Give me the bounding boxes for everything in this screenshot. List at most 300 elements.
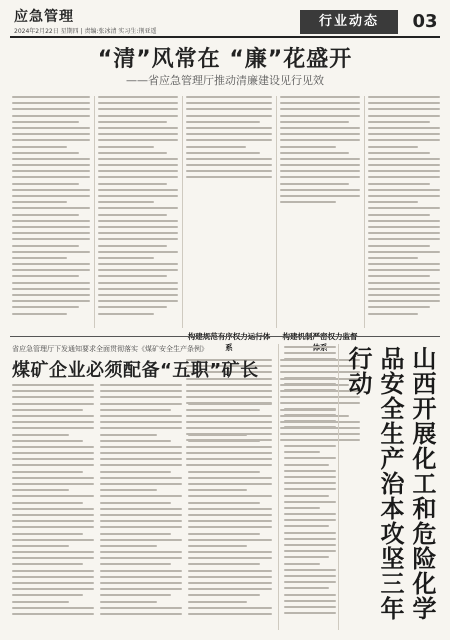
text-line [98,195,178,197]
text-line [284,352,336,354]
text-line [188,607,272,609]
text-line [12,384,94,386]
text-line [368,183,430,185]
text-line [100,533,171,535]
text-line [98,232,178,234]
text-line [284,482,336,484]
text-line [98,121,167,123]
text-line [100,613,182,615]
text-line [98,294,178,296]
masthead-name: 应急管理 [14,9,74,25]
text-line [12,471,83,473]
text-line [12,263,90,265]
text-line [368,226,440,228]
text-line [98,269,178,271]
lower-column-2 [100,384,182,630]
text-line [188,588,272,590]
text-line [368,275,430,277]
text-line [280,164,360,166]
text-line [12,526,94,528]
text-line [368,96,440,98]
text-line [284,396,320,398]
text-line [188,582,272,584]
text-line [188,396,272,398]
text-line [284,365,336,367]
text-line [284,346,336,348]
lower-story-headline: 煤矿企业必须配备“五职”矿长 [12,360,259,381]
text-line [12,452,94,454]
issue-date: 2024年2月22日 星期四 [14,28,79,35]
text-line [12,495,94,497]
text-line [12,563,83,565]
text-line [368,201,418,203]
text-line [12,220,90,222]
text-line [12,421,94,423]
text-line [188,508,272,510]
text-line [12,269,90,271]
text-line [280,96,360,98]
text-line [284,426,336,428]
text-line [12,108,90,110]
text-line [188,421,272,423]
text-line [98,127,178,129]
section-badge: 行业动态 [300,10,398,34]
text-line [12,440,83,442]
text-line [188,514,272,516]
text-line [188,576,272,578]
text-line [188,613,272,615]
text-line [368,263,440,265]
text-line [368,313,418,315]
text-line [280,183,349,185]
main-column-2 [98,96,178,328]
column-divider [94,96,95,328]
text-line [368,294,440,296]
text-line [368,158,440,160]
column-divider [276,96,277,328]
text-line [98,275,167,277]
text-line [98,282,178,284]
text-line [12,409,83,411]
text-line [98,189,178,191]
text-line [284,544,336,546]
text-line [284,389,336,391]
text-line [12,282,90,284]
text-line [100,446,182,448]
column-divider [278,344,279,630]
text-line [98,207,178,209]
text-line [284,383,336,385]
text-line [186,176,272,178]
text-line [284,507,320,509]
text-line [186,127,272,129]
text-line [284,606,336,608]
editor-credits: 责编:张冰清 实习生:荆亚遥 [84,28,157,35]
text-line [12,102,90,104]
main-column-3 [186,96,272,352]
vertical-body-column [284,346,336,628]
text-line [188,526,272,528]
text-line [100,440,171,442]
text-line [188,489,247,491]
text-line [12,313,67,315]
text-line [98,238,178,240]
text-line [12,520,94,522]
text-line [98,251,178,253]
text-line [188,452,272,454]
text-line [368,152,430,154]
text-line [100,421,182,423]
text-line [98,306,167,308]
text-line [188,601,247,603]
text-line [12,294,90,296]
text-line [188,458,272,460]
text-line [368,300,440,302]
text-line [284,550,336,552]
text-line [100,594,171,596]
text-line [284,513,336,515]
text-line [100,477,182,479]
text-line [188,390,272,392]
text-line [284,563,320,565]
text-line [12,502,83,504]
text-line [280,201,336,203]
text-line [284,464,329,466]
text-line [368,257,418,259]
text-line [284,358,336,360]
text-line [12,207,90,209]
text-line [98,115,178,117]
text-line [12,434,69,436]
text-line [100,570,182,572]
text-line [100,576,182,578]
text-line [280,115,360,117]
text-line [188,533,260,535]
text-line [98,313,154,315]
main-column-1 [12,96,90,328]
text-line [188,551,272,553]
text-line [100,409,171,411]
text-line [12,245,79,247]
text-line [100,588,182,590]
text-line [100,502,171,504]
text-line [100,464,182,466]
text-line [188,594,260,596]
text-line [12,115,90,117]
text-line [100,514,182,516]
text-line [98,257,154,259]
text-line [188,403,272,405]
text-line [12,133,90,135]
text-line [186,108,272,110]
text-line [12,576,94,578]
text-line [368,121,430,123]
text-line [12,214,79,216]
text-line [284,408,336,410]
text-line [368,251,440,253]
text-line [12,545,69,547]
text-line [284,519,336,521]
main-subheadline: ——省应急管理厅推动清廉建设见行见效 [126,74,324,87]
text-line [12,96,90,98]
text-line [12,238,90,240]
text-line [98,102,178,104]
text-line [100,384,182,386]
text-line [284,476,336,478]
text-line [12,251,90,253]
text-line [100,427,182,429]
text-line [188,464,272,466]
text-line [12,446,94,448]
text-line [186,115,272,117]
text-line [186,164,272,166]
text-line [98,158,178,160]
text-line [188,483,272,485]
column-divider [364,96,365,328]
text-line [284,575,336,577]
text-line [284,488,336,490]
text-line [100,557,182,559]
text-line [280,170,360,172]
text-line [98,245,167,247]
text-line [368,139,440,141]
text-line [12,613,94,615]
text-line [100,539,182,541]
masthead-meta: 2024年2月22日 星期四 | 责编:张冰清 实习生:荆亚遥 [14,28,157,35]
text-line [12,232,90,234]
text-line [98,133,178,135]
text-line [12,127,90,129]
text-line [98,96,178,98]
text-line [100,508,182,510]
text-line [98,176,178,178]
text-line [280,127,360,129]
text-line [100,458,182,460]
text-line [98,288,178,290]
text-line [12,489,69,491]
text-line [188,427,272,429]
text-line [188,384,272,386]
text-line [186,102,272,104]
column-divider [182,96,183,328]
vertical-story-headline: 山西开展化工和危险化学品安全生产治本攻坚三年行动 [344,346,436,621]
text-line [280,108,360,110]
text-line [280,152,349,154]
text-line [284,495,329,497]
section-rule [10,336,440,337]
text-line [12,582,94,584]
text-line [280,102,360,104]
text-line [368,195,440,197]
text-line [188,563,260,565]
text-line [100,545,157,547]
text-line [188,502,260,504]
text-line [98,226,178,228]
text-line [100,396,182,398]
text-line [280,133,360,135]
masthead-rule [10,36,440,38]
text-line [12,458,94,460]
text-line [368,108,440,110]
text-line [12,514,94,516]
text-line [98,164,178,166]
text-line [368,176,440,178]
page-number: 03 [412,11,438,32]
text-line [100,483,182,485]
text-line [100,403,182,405]
text-line [368,115,440,117]
text-line [284,525,329,527]
text-line [12,477,94,479]
text-line [284,371,329,373]
text-line [100,489,157,491]
text-line [12,158,90,160]
text-line [368,288,440,290]
text-line [98,146,154,148]
text-line [12,288,90,290]
text-line [12,601,69,603]
text-line [368,102,440,104]
text-line [100,563,171,565]
text-line [188,545,247,547]
text-line [284,556,329,558]
text-line [12,427,94,429]
text-line [368,133,440,135]
text-line [186,146,246,148]
text-line [284,600,336,602]
text-line [280,146,336,148]
main-column-5 [368,96,440,328]
text-line [186,152,260,154]
text-line [280,189,360,191]
text-line [12,390,94,392]
text-line [12,557,94,559]
text-line [280,158,360,160]
text-line [368,127,440,129]
text-line [284,587,329,589]
text-line [368,164,440,166]
text-line [98,139,178,141]
text-line [284,470,336,472]
text-line [188,570,272,572]
text-line [12,195,90,197]
main-column-4 [280,96,360,328]
text-line [12,189,90,191]
text-line [12,146,67,148]
text-line [12,551,94,553]
text-line [284,538,336,540]
text-line [100,607,182,609]
text-line [368,238,440,240]
text-line [12,403,94,405]
text-line [368,232,440,234]
text-line [98,152,167,154]
text-line [12,396,94,398]
text-line [100,415,182,417]
text-line [280,139,360,141]
text-line [284,581,336,583]
text-line [98,108,178,110]
lower-column-1 [12,384,94,630]
text-line [188,557,272,559]
text-line [284,420,336,422]
text-line [188,409,260,411]
text-line [98,220,178,222]
text-line [284,433,329,435]
text-line [12,483,94,485]
text-line [12,275,79,277]
text-line [368,245,430,247]
text-line [98,183,167,185]
text-line [368,269,440,271]
text-line [186,133,272,135]
text-line [188,520,272,522]
text-line [188,495,272,497]
lower-column-3 [188,384,272,630]
text-line [188,446,272,448]
text-line [368,282,440,284]
text-line [368,189,440,191]
text-line [12,306,79,308]
text-line [12,226,90,228]
main-subhead-1: 系 [225,343,233,352]
text-line [368,170,440,172]
text-line [12,415,94,417]
text-line [188,434,247,436]
main-headline: “清”风常在 “廉”花盛开 [97,47,353,72]
text-line [100,452,182,454]
text-line [284,377,336,379]
text-line [12,607,94,609]
text-line [186,170,272,172]
text-line [188,440,260,442]
text-line [186,158,272,160]
lower-story-kicker: 省应急管理厅下发通知要求全面贯彻落实《煤矿安全生产条例》 [12,345,208,353]
text-line [12,152,79,154]
text-line [284,439,336,441]
text-line [12,121,79,123]
text-line [284,402,329,404]
text-line [12,570,94,572]
text-line [284,451,320,453]
text-line [12,539,94,541]
column-divider [338,344,339,630]
text-line [186,121,260,123]
text-line [12,464,94,466]
text-line [186,96,272,98]
text-line [12,594,83,596]
text-line [188,415,272,417]
text-line [12,139,90,141]
text-line [284,445,336,447]
text-line [368,207,440,209]
text-line [12,533,83,535]
text-line [100,551,182,553]
text-line [98,263,178,265]
text-line [98,170,178,172]
text-line [284,414,336,416]
text-line [368,306,430,308]
text-line [12,183,79,185]
text-line [100,601,157,603]
text-line [12,588,94,590]
text-line [100,520,182,522]
text-line [12,164,90,166]
text-line [284,569,336,571]
text-line [100,582,182,584]
text-line [280,195,360,197]
text-line [12,508,94,510]
